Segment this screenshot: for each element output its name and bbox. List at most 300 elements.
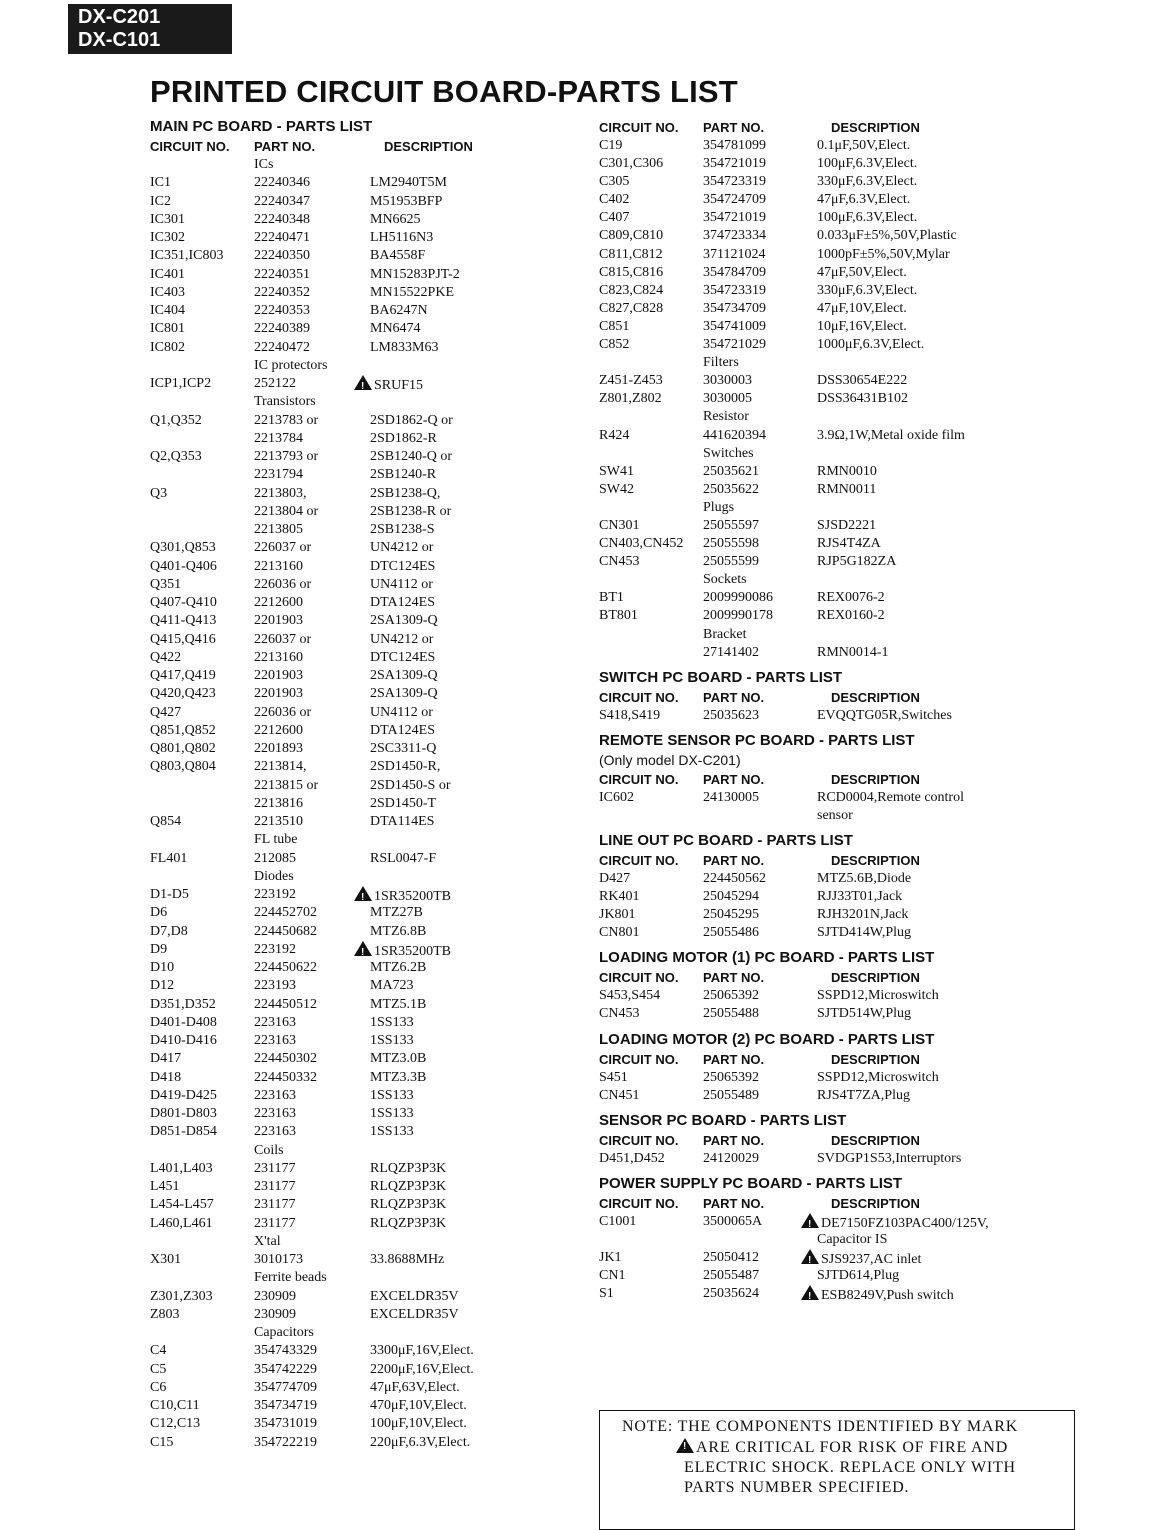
circuit-no-cell: D6	[150, 905, 168, 921]
description-cell: 100μF,6.3V,Elect.	[817, 210, 918, 226]
switch-board-title: SWITCH PC BOARD - PARTS LIST	[599, 668, 843, 686]
circuit-no-cell: Q803,Q804	[150, 759, 216, 775]
circuit-no-cell: Z803	[150, 1306, 180, 1322]
parts-row	[150, 813, 570, 831]
description-cell: M51953BFP	[370, 193, 443, 209]
circuit-no-cell: Q427	[150, 704, 182, 720]
part-no-cell: 223192	[254, 941, 296, 957]
header-description: DESCRIPTION	[831, 1195, 920, 1211]
parts-row-continuation	[150, 503, 570, 521]
parts-row	[150, 631, 570, 649]
parts-row	[150, 594, 570, 612]
part-no-cell: 2231794	[254, 467, 303, 483]
description-cell: SJTD514W,Plug	[817, 1006, 912, 1022]
part-no-cell: X'tal	[254, 1233, 281, 1249]
circuit-no-cell: Z451-Z453	[599, 373, 663, 389]
description-cell: 2SB1240-R	[370, 467, 437, 483]
part-no-cell: 371121024	[703, 246, 766, 262]
description-cell	[801, 1249, 921, 1269]
part-no-cell: 2201903	[254, 686, 303, 702]
parts-row	[150, 211, 570, 229]
description-text: SRUF15	[374, 378, 424, 393]
description-cell: REX0160-2	[817, 608, 885, 624]
header-circuit-no: CIRCUIT NO.	[599, 970, 679, 986]
circuit-no-cell: CN301	[599, 517, 640, 533]
parts-row	[150, 1178, 570, 1196]
description-cell: Capacitor IS	[817, 1231, 888, 1247]
warning-triangle-icon	[801, 1285, 819, 1300]
part-no-cell: 2213816	[254, 795, 303, 811]
part-no-cell: 22240347	[254, 193, 310, 209]
parts-row	[150, 558, 570, 576]
description-cell: MN15283PJT-2	[370, 266, 460, 282]
description-cell: RMN0014-1	[817, 644, 889, 660]
part-no-cell: 354781099	[703, 138, 766, 153]
part-no-cell: 224450302	[254, 1051, 317, 1067]
description-cell	[354, 941, 451, 961]
description-cell: DSS36431B102	[817, 391, 909, 407]
lineout-board-section	[599, 830, 1059, 942]
part-no-cell: 3010173	[254, 1252, 303, 1267]
header-part-no: PART NO.	[703, 771, 765, 787]
circuit-no-cell: CN403,CN452	[599, 536, 684, 552]
parts-row	[150, 1014, 570, 1032]
part-no-cell: 22240346	[254, 175, 310, 191]
part-no-cell: 354723319	[703, 282, 766, 298]
main-board-header	[150, 137, 570, 156]
part-no-cell: 2213160	[254, 558, 303, 574]
parts-row	[599, 789, 1059, 807]
warning-triangle-icon	[354, 375, 372, 390]
parts-row	[150, 539, 570, 557]
part-no-cell: 2213814,	[254, 759, 307, 775]
circuit-no-cell: Z801,Z802	[599, 391, 662, 407]
parts-row-continuation	[150, 430, 570, 448]
parts-row	[150, 339, 570, 357]
parts-row	[150, 1196, 570, 1214]
parts-row	[150, 193, 570, 211]
lm2-board-section	[599, 1029, 1059, 1105]
header-circuit-no: CIRCUIT NO.	[599, 771, 679, 787]
warning-triangle-icon	[354, 941, 372, 956]
circuit-no-cell: D1-D5	[150, 887, 189, 902]
description-cell: 2SA1309-Q	[370, 686, 438, 702]
part-no-cell: Switches	[703, 445, 754, 461]
parts-row	[150, 1050, 570, 1068]
power-board-section	[599, 1173, 1059, 1303]
circuit-no-cell: IC401	[150, 266, 185, 282]
note-line-3: ELECTRIC SHOCK. REPLACE ONLY WITH	[684, 1459, 1016, 1476]
description-cell: MA723	[370, 978, 414, 994]
description-cell: 3.9Ω,1W,Metal oxide film	[817, 427, 965, 443]
parts-row	[150, 722, 570, 740]
description-cell: 2SD1862-R	[370, 430, 437, 446]
description-text: SJS9237,AC inlet	[821, 1252, 922, 1268]
description-cell: 470μF,10V,Elect.	[370, 1398, 467, 1413]
part-no-cell: IC protectors	[254, 357, 328, 373]
part-no-cell: Resistor	[703, 409, 749, 425]
part-no-cell: 2213783 or	[254, 412, 319, 428]
description-cell: 47μF,63V,Elect.	[370, 1379, 460, 1395]
parts-row	[599, 155, 1059, 173]
circuit-no-cell: C15	[150, 1434, 174, 1450]
main-board-title: MAIN PC BOARD - PARTS LIST	[150, 118, 373, 135]
description-cell: 3300μF,16V,Elect.	[370, 1343, 474, 1359]
circuit-no-cell: C809,C810	[599, 228, 664, 244]
header-part-no: PART NO.	[703, 1051, 765, 1067]
circuit-no-cell: CN451	[599, 1087, 640, 1103]
parts-row	[150, 1160, 570, 1178]
parts-row-continuation	[599, 571, 1059, 589]
remote-board-section	[599, 730, 1059, 825]
circuit-no-cell: RK401	[599, 889, 640, 905]
circuit-no-cell: SW41	[599, 463, 634, 479]
header-description: DESCRIPTION	[831, 689, 920, 705]
circuit-no-cell: Q851,Q852	[150, 722, 216, 738]
description-cell: EXCELDR35V	[370, 1288, 459, 1304]
circuit-no-cell: L454-L457	[150, 1197, 214, 1213]
description-cell: RSL0047-F	[370, 850, 437, 866]
description-cell: RLQZP3P3K	[370, 1197, 447, 1213]
power-board-header	[599, 1194, 1059, 1213]
description-cell: MTZ3.3B	[370, 1069, 427, 1085]
part-no-cell: 2212600	[254, 722, 303, 738]
parts-row	[599, 246, 1059, 264]
description-cell: RLQZP3P3K	[370, 1179, 447, 1194]
part-no-cell: 25065392	[703, 988, 759, 1004]
part-no-cell: 3030003	[703, 373, 752, 389]
parts-row	[599, 1087, 1059, 1105]
circuit-no-cell: C823,C824	[599, 282, 664, 298]
description-cell	[801, 1213, 989, 1233]
parts-row-continuation	[599, 354, 1059, 372]
parts-row	[150, 1379, 570, 1397]
description-cell: 100μF,6.3V,Elect.	[817, 156, 918, 172]
circuit-no-cell: D10	[150, 960, 175, 975]
part-no-cell: 354774709	[254, 1379, 317, 1395]
circuit-no-cell: D7,D8	[150, 923, 188, 939]
circuit-no-cell: S451	[599, 1069, 628, 1085]
parts-row-continuation	[150, 795, 570, 813]
part-no-cell: 25055598	[703, 536, 759, 552]
circuit-no-cell: C1001	[599, 1213, 637, 1229]
circuit-no-cell: D451,D452	[599, 1150, 665, 1166]
description-cell	[354, 886, 451, 906]
header-description: DESCRIPTION	[831, 853, 920, 868]
part-no-cell: 25045294	[703, 889, 759, 905]
parts-row	[150, 247, 570, 265]
parts-row	[150, 977, 570, 995]
circuit-no-cell: Q2,Q353	[150, 449, 202, 464]
circuit-no-cell: JK801	[599, 907, 636, 923]
part-no-cell: 354721019	[703, 156, 766, 172]
description-cell: DSS30654E222	[817, 373, 908, 389]
circuit-no-cell: IC802	[150, 339, 185, 355]
part-no-cell: Transistors	[254, 394, 316, 410]
description-cell: DTA124ES	[370, 595, 435, 610]
description-cell: UN4112 or	[370, 704, 433, 720]
part-no-cell: 2213805	[254, 522, 303, 537]
description-cell: 1SS133	[370, 1106, 414, 1121]
part-no-cell: 354724709	[703, 192, 766, 208]
circuit-no-cell: D851-D854	[150, 1124, 217, 1140]
parts-row	[150, 1342, 570, 1360]
header-part-no: PART NO.	[703, 1132, 765, 1148]
circuit-no-cell: C19	[599, 138, 623, 153]
parts-row	[150, 1251, 570, 1269]
description-cell: 2SD1450-S or	[370, 777, 451, 793]
part-no-cell: 223163	[254, 1124, 296, 1140]
description-cell: 220μF,6.3V,Elect.	[370, 1434, 471, 1450]
right-column	[599, 118, 1059, 1303]
header-part-no: PART NO.	[703, 853, 765, 868]
part-no-cell: 22240351	[254, 266, 310, 282]
remote-board-title: REMOTE SENSOR PC BOARD - PARTS LIST	[599, 731, 915, 749]
header-part-no: PART NO.	[703, 970, 765, 986]
circuit-no-cell: S453,S454	[599, 988, 661, 1004]
part-no-cell: 25055597	[703, 517, 759, 533]
parts-row-continuation	[150, 393, 570, 411]
circuit-no-cell: D418	[150, 1069, 182, 1085]
parts-row	[599, 336, 1059, 354]
description-cell: RMN0010	[817, 463, 877, 479]
description-cell: 2SB1238-R or	[370, 503, 452, 519]
circuit-no-cell: D410-D416	[150, 1033, 217, 1048]
part-no-cell: 252122	[254, 376, 296, 391]
part-no-cell: 2213804 or	[254, 503, 319, 519]
part-no-cell: 24120029	[703, 1150, 759, 1166]
parts-row-continuation	[150, 1269, 570, 1287]
description-cell: SJSD2221	[817, 517, 877, 533]
circuit-no-cell: C301,C306	[599, 156, 664, 172]
circuit-no-cell: C4	[150, 1343, 167, 1359]
circuit-no-cell: Q415,Q416	[150, 631, 216, 647]
part-no-cell: 22240352	[254, 284, 310, 300]
warning-triangle-icon	[676, 1438, 694, 1453]
circuit-no-cell: Q854	[150, 814, 182, 829]
description-cell: UN4112 or	[370, 576, 433, 592]
part-no-cell: 22240472	[254, 339, 310, 355]
header-description: DESCRIPTION	[831, 1132, 920, 1148]
parts-row	[150, 174, 570, 192]
description-cell: 0.1μF,50V,Elect.	[817, 138, 911, 153]
parts-row	[599, 553, 1059, 571]
circuit-no-cell: C407	[599, 210, 630, 226]
parts-row-continuation	[150, 521, 570, 539]
lm1-board-header	[599, 968, 1059, 987]
part-no-cell: 224450332	[254, 1069, 317, 1085]
model-dx-c201: DX-C201	[78, 6, 161, 28]
parts-row-continuation	[150, 1324, 570, 1342]
parts-row	[150, 740, 570, 758]
part-no-cell: 354731019	[254, 1416, 317, 1432]
part-no-cell: Diodes	[254, 868, 294, 884]
circuit-no-cell: C12,C13	[150, 1416, 201, 1432]
circuit-no-cell: CN453	[599, 1006, 640, 1022]
part-no-cell: 22240348	[254, 211, 310, 227]
part-no-cell: 25055489	[703, 1087, 759, 1103]
description-cell: sensor	[817, 807, 853, 823]
parts-row	[599, 372, 1059, 390]
circuit-no-cell: CN801	[599, 925, 640, 941]
description-cell: RJH3201N,Jack	[817, 907, 909, 923]
parts-row	[150, 649, 570, 667]
part-no-cell: 230909	[254, 1306, 296, 1322]
description-cell: LM833M63	[370, 339, 439, 355]
circuit-no-cell: IC2	[150, 193, 171, 209]
parts-row	[599, 481, 1059, 499]
circuit-no-cell: S1	[599, 1286, 614, 1302]
circuit-no-cell: IC1	[150, 175, 171, 191]
parts-row	[150, 1032, 570, 1050]
circuit-no-cell: Q801,Q802	[150, 741, 216, 756]
warning-triangle-icon	[354, 886, 372, 901]
parts-row-continuation	[150, 156, 570, 174]
parts-row	[599, 1267, 1059, 1285]
lm2-board-header	[599, 1050, 1059, 1069]
parts-row	[150, 1397, 570, 1415]
circuit-no-cell: Q411-Q413	[150, 613, 217, 629]
description-cell: 330μF,6.3V,Elect.	[817, 282, 918, 298]
parts-row	[150, 284, 570, 302]
description-cell: RJS4T4ZA	[817, 536, 881, 552]
parts-row	[599, 264, 1059, 282]
part-no-cell: 3030005	[703, 391, 752, 407]
circuit-no-cell: Q422	[150, 649, 182, 665]
circuit-no-cell: D401-D408	[150, 1014, 217, 1030]
note-line-1: NOTE: THE COMPONENTS IDENTIFIED BY MARK	[622, 1418, 1019, 1435]
parts-row	[150, 1105, 570, 1123]
part-no-cell: 224450682	[254, 923, 317, 939]
part-no-cell: 3500065A	[703, 1213, 763, 1229]
parts-row	[599, 888, 1059, 906]
circuit-no-cell: D419-D425	[150, 1087, 217, 1103]
description-text: 1SR35200TB	[374, 889, 452, 904]
parts-row	[599, 1213, 1059, 1231]
part-no-cell: 441620394	[703, 427, 766, 443]
part-no-cell: 25065392	[703, 1069, 759, 1085]
part-no-cell: 25045295	[703, 907, 759, 923]
description-cell: MTZ6.2B	[370, 960, 427, 975]
part-no-cell: 2009990086	[703, 590, 773, 606]
part-no-cell: FL tube	[254, 832, 298, 848]
header-description: DESCRIPTION	[831, 1051, 920, 1067]
circuit-no-cell: IC403	[150, 284, 185, 300]
part-no-cell: 22240471	[254, 230, 310, 245]
circuit-no-cell: C305	[599, 174, 630, 190]
part-no-cell: 2213815 or	[254, 777, 319, 793]
main-board-column	[150, 116, 570, 1452]
parts-row	[150, 923, 570, 941]
circuit-no-cell: L451	[150, 1179, 180, 1194]
description-cell: SJTD614,Plug	[817, 1268, 900, 1284]
description-cell: MN6474	[370, 321, 421, 337]
parts-row-continuation	[150, 1233, 570, 1251]
part-no-cell: 22240389	[254, 321, 310, 337]
main-board-rows	[150, 156, 570, 1452]
circuit-no-cell: Q1,Q352	[150, 412, 202, 428]
parts-row	[150, 448, 570, 466]
part-no-cell: 2212600	[254, 595, 303, 610]
parts-row	[599, 137, 1059, 155]
parts-row	[599, 870, 1059, 888]
part-no-cell: 25055486	[703, 925, 759, 941]
circuit-no-cell: D9	[150, 941, 168, 957]
lm2-board-title: LOADING MOTOR (2) PC BOARD - PARTS LIST	[599, 1030, 935, 1048]
description-cell: LH5116N3	[370, 230, 434, 245]
parts-row-continuation	[599, 499, 1059, 517]
note-line-4: PARTS NUMBER SPECIFIED.	[684, 1479, 910, 1496]
circuit-no-cell: IC801	[150, 321, 185, 337]
circuit-no-cell: IC302	[150, 230, 185, 245]
description-cell: 47μF,50V,Elect.	[817, 264, 907, 280]
parts-row	[150, 229, 570, 247]
circuit-no-cell: D801-D803	[150, 1106, 217, 1121]
description-cell: 2SD1862-Q or	[370, 412, 453, 428]
part-no-cell: 354721029	[703, 337, 766, 353]
description-cell: 1SS133	[370, 1014, 414, 1030]
part-no-cell: 22240350	[254, 248, 310, 264]
parts-row-continuation	[599, 408, 1059, 426]
description-cell: 2SB1238-S	[370, 522, 435, 537]
circuit-no-cell: Q301,Q853	[150, 540, 216, 556]
description-cell: 0.033μF±5%,50V,Plastic	[817, 228, 957, 244]
circuit-no-cell: C827,C828	[599, 300, 664, 316]
parts-row	[150, 704, 570, 722]
parts-row-continuation	[599, 644, 1059, 662]
part-no-cell: 224450622	[254, 960, 317, 975]
circuit-no-cell: Q417,Q419	[150, 668, 216, 683]
description-cell: 33.8688MHz	[370, 1252, 445, 1267]
circuit-no-cell: Z301,Z303	[150, 1288, 213, 1304]
parts-row-continuation	[599, 807, 1059, 825]
parts-row	[599, 906, 1059, 924]
description-cell: RLQZP3P3K	[370, 1160, 447, 1176]
circuit-no-cell: Q351	[150, 576, 182, 592]
description-cell: RCD0004,Remote control	[817, 789, 964, 805]
parts-row	[599, 1069, 1059, 1087]
parts-row-continuation	[599, 626, 1059, 644]
header-circuit-no: CIRCUIT NO.	[599, 1051, 679, 1067]
model-label	[68, 4, 232, 54]
parts-row	[150, 1434, 570, 1452]
parts-row	[599, 535, 1059, 553]
part-no-cell: 22240353	[254, 303, 310, 318]
parts-row	[599, 227, 1059, 245]
description-cell: 2SD1450-R,	[370, 759, 441, 775]
parts-row	[150, 1215, 570, 1233]
part-no-cell: Coils	[254, 1142, 284, 1158]
part-no-cell: 25035621	[703, 463, 759, 479]
description-text: DE7150FZ103PAC400/125V,	[821, 1215, 989, 1231]
part-no-cell: 223163	[254, 1087, 296, 1103]
parts-row	[599, 1150, 1059, 1168]
warning-triangle-icon	[801, 1213, 819, 1228]
part-no-cell: 2201893	[254, 741, 303, 756]
part-no-cell: 231177	[254, 1197, 296, 1213]
circuit-no-cell: SW42	[599, 481, 634, 497]
remote-board-subtitle: (Only model DX-C201)	[599, 751, 741, 768]
part-no-cell: 354734719	[254, 1398, 317, 1413]
parts-row	[150, 904, 570, 922]
circuit-no-cell: IC602	[599, 789, 634, 805]
part-no-cell: 354784709	[703, 264, 766, 280]
description-cell: UN4212 or	[370, 540, 434, 556]
header-part-no: PART NO.	[703, 120, 765, 135]
description-cell: BA6247N	[370, 303, 428, 318]
part-no-cell: 25055488	[703, 1006, 759, 1022]
boards-list	[599, 667, 1059, 1304]
